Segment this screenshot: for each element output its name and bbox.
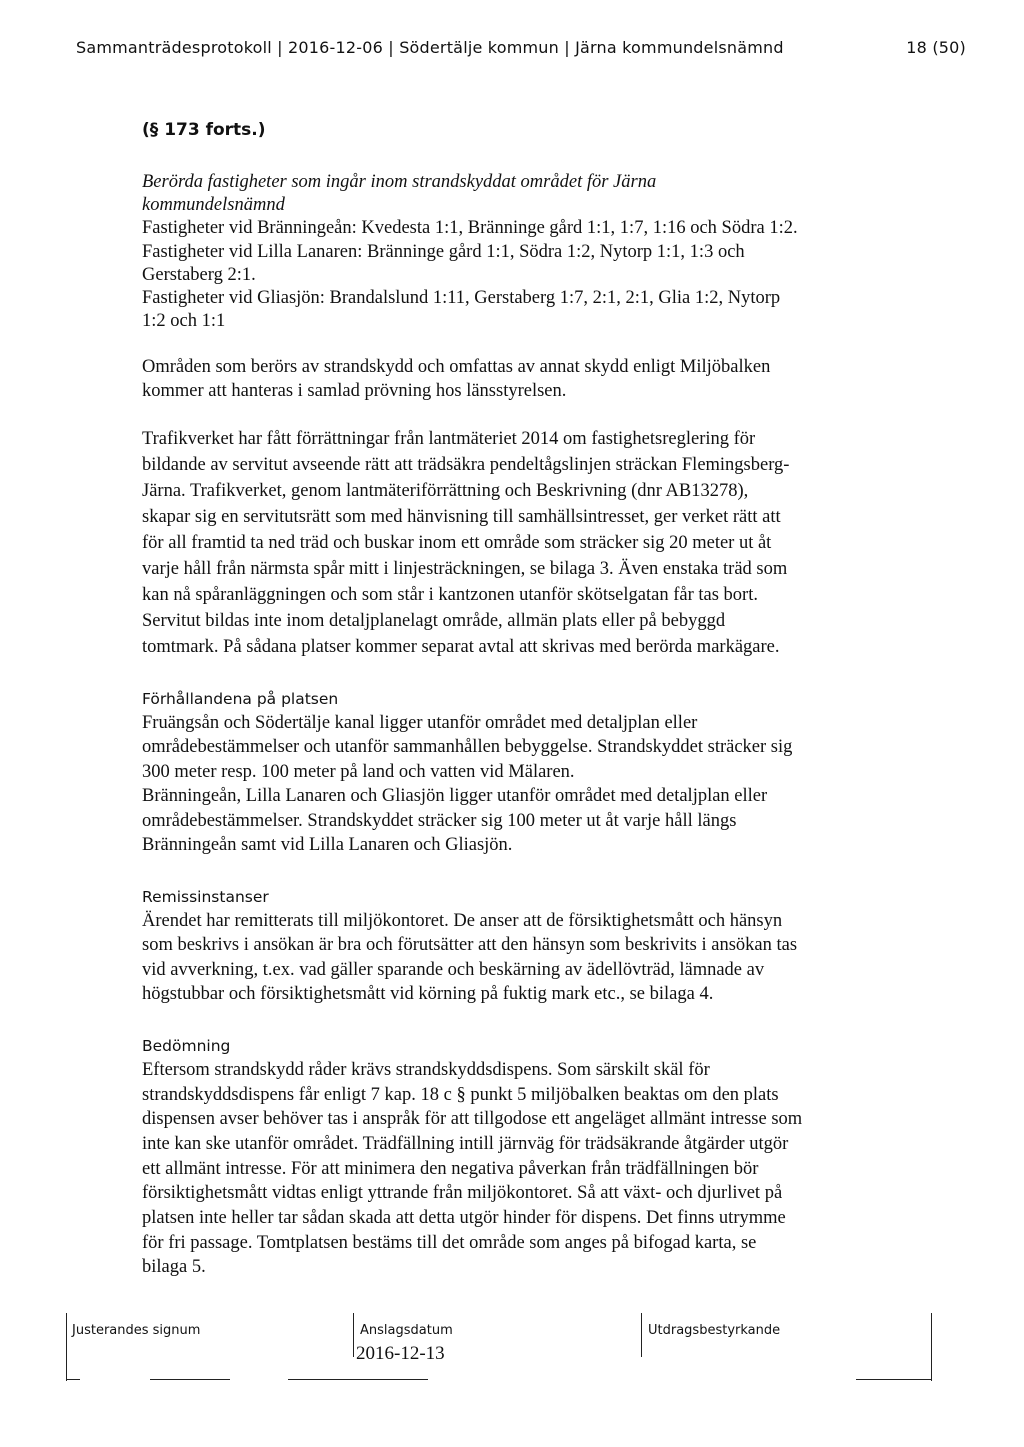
paragraph-line: kommer att hanteras i samlad prövning hos länsstyrelsen. — [142, 380, 567, 401]
assessment-line: dispensen avser behöver tas i anspråk för att tillgodose ett angeläget allmänt intresse som — [142, 1109, 803, 1130]
document-header — [76, 38, 966, 57]
affected-line: Fastigheter vid Bränningeån: Kvedesta 1:1, Bränninge gård 1:1, 1:7, 1:16 och Södra 1:2. — [142, 218, 798, 239]
signature-line — [288, 1379, 428, 1380]
affected-heading-line-1: Berörda fastigheter som ingår inom strandskyddat området för Järna — [142, 172, 657, 192]
paragraph-line: varje håll från närmsta spår mitt i linjesträckningen, se bilaga 3. Även enstaka träd som — [142, 558, 788, 579]
areas-paragraph — [142, 356, 882, 402]
certification-label: Utdragsbestyrkande — [648, 1323, 781, 1338]
affected-line: Fastigheter vid Gliasjön: Brandalslund 1:11, Gerstaberg 1:7, 2:1, 2:1, Glia 1:2, Nytorp — [142, 288, 781, 309]
posting-date-label: Anslagsdatum — [360, 1323, 453, 1338]
paragraph-line: Trafikverket har fått förrättningar från lantmäteriet 2014 om fastighetsreglering för — [142, 428, 756, 449]
referral-line: högstubbar och försiktighetsmått vid körning på fuktig mark etc., se bilaga 4. — [142, 984, 714, 1005]
referral-line: Ärendet har remitterats till miljökontoret. De anser att de försiktighetsmått och hänsyn — [142, 910, 783, 931]
paragraph-line: bildande av servitut avseende rätt att trädsäkra pendeltågslinjen sträckan Flemingsberg- — [142, 454, 790, 475]
page-number: 18 (50) — [906, 38, 966, 57]
affected-line: Gerstaberg 2:1. — [142, 264, 256, 285]
conditions-line: Fruängsån och Södertälje kanal ligger utanför området med detaljplan eller — [142, 712, 698, 733]
footer-bottom-line — [856, 1379, 932, 1380]
posting-date-value: 2016-12-13 — [356, 1343, 445, 1364]
paragraph-line: för all framtid ta ned träd och buskar inom ett område som sträcker sig 20 meter ut åt — [142, 532, 772, 553]
footer-divider — [353, 1313, 354, 1357]
paragraph-line: Områden som berörs av strandskydd och omfattas av annat skydd enligt Miljöbalken — [142, 357, 771, 378]
paragraph-line: kan nå spåranläggningen och som står i kantzonen utanför skötselgatan får tas bort. — [142, 584, 758, 605]
assessment-line: platsen inte heller tar sådan skada att detta utgör hinder för dispens. Det finns utrymme — [142, 1208, 786, 1229]
paragraph-line: Servitut bildas inte inom detaljplanelagt område, allmän plats eller på bebyggd — [142, 610, 726, 631]
assessment-line: för fri passage. Tomtplatsen bestäms till det område som anges på bifogad karta, se — [142, 1232, 757, 1253]
affected-line: Fastigheter vid Lilla Lanaren: Bränninge gård 1:1, Södra 1:2, Nytorp 1:1, 1:3 och — [142, 241, 745, 262]
assessment-heading: Bedömning — [142, 1036, 231, 1055]
assessment-line: bilaga 5. — [142, 1257, 206, 1278]
conditions-line: Bränningeån samt vid Lilla Lanaren och Gliasjön. — [142, 835, 513, 856]
footer-divider — [931, 1313, 932, 1381]
signature-line — [150, 1379, 230, 1380]
assessment-line: försiktighetsmått vidtas enligt yttrande från miljökontoret. Så att växt- och djurlivet på — [142, 1183, 783, 1204]
paragraph-line: skapar sig en servitutsrätt som med hänvisning till samhällsintresset, ger verket rätt att — [142, 506, 781, 527]
assessment-line: ett allmänt intresse. För att minimera den negativa påverkan från trädfällningen bör — [142, 1158, 759, 1179]
conditions-heading: Förhållandena på platsen — [142, 689, 339, 708]
assessment-line: Eftersom strandskydd råder krävs strandskyddsdispens. Som särskilt skäl för — [142, 1059, 710, 1080]
referral-section — [142, 886, 882, 1007]
signature-footer — [66, 1313, 932, 1383]
referral-line: vid avverkning, t.ex. vad gäller sparande och beskärning av ädellövträd, lämnade av — [142, 959, 765, 980]
signature-label: Justerandes signum — [72, 1323, 201, 1338]
paragraph-line: tomtmark. På sådana platser kommer separat avtal att skrivas med berörda markägare. — [142, 636, 780, 657]
trafikverket-paragraph — [142, 426, 882, 660]
section-reference: (§ 173 forts.) — [142, 120, 266, 140]
conditions-section — [142, 688, 882, 858]
footer-bottom-line — [66, 1379, 80, 1380]
conditions-line: 300 meter resp. 100 meter på land och vatten vid Mälaren. — [142, 761, 575, 782]
assessment-section — [142, 1035, 882, 1280]
referral-line: som beskrivs i ansökan är bra och förutsätter att den hänsyn som beskrivits i ansökan tas — [142, 935, 798, 956]
affected-line: 1:2 och 1:1 — [142, 311, 226, 332]
conditions-line: områdebestämmelser och utanför sammanhållen bebyggelse. Strandskyddet sträcker sig — [142, 737, 793, 758]
assessment-line: strandskyddsdispens får enligt 7 kap. 18 c § punkt 5 miljöbalken beaktas om den plats — [142, 1084, 779, 1105]
conditions-line: Bränningeån, Lilla Lanaren och Gliasjön ligger utanför området med detaljplan eller — [142, 786, 768, 807]
footer-divider — [641, 1313, 642, 1357]
affected-heading-line-2: kommundelsnämnd — [142, 195, 285, 216]
header-title: Sammanträdesprotokoll | 2016-12-06 | Södertälje kommun | Järna kommundelsnämnd — [76, 38, 784, 57]
assessment-line: inte kan ske utanför området. Trädfällning intill järnväg för trädsäkrande åtgärder utgör — [142, 1133, 789, 1154]
footer-divider — [66, 1313, 67, 1381]
affected-properties-section — [142, 171, 882, 333]
conditions-line: områdebestämmelser. Strandskyddet sträcker sig 100 meter ut åt varje håll längs — [142, 810, 737, 831]
document-body — [142, 171, 882, 1280]
referral-heading: Remissinstanser — [142, 887, 269, 906]
paragraph-line: Järna. Trafikverket, genom lantmäteriförrättning och Beskrivning (dnr AB13278), — [142, 480, 749, 501]
